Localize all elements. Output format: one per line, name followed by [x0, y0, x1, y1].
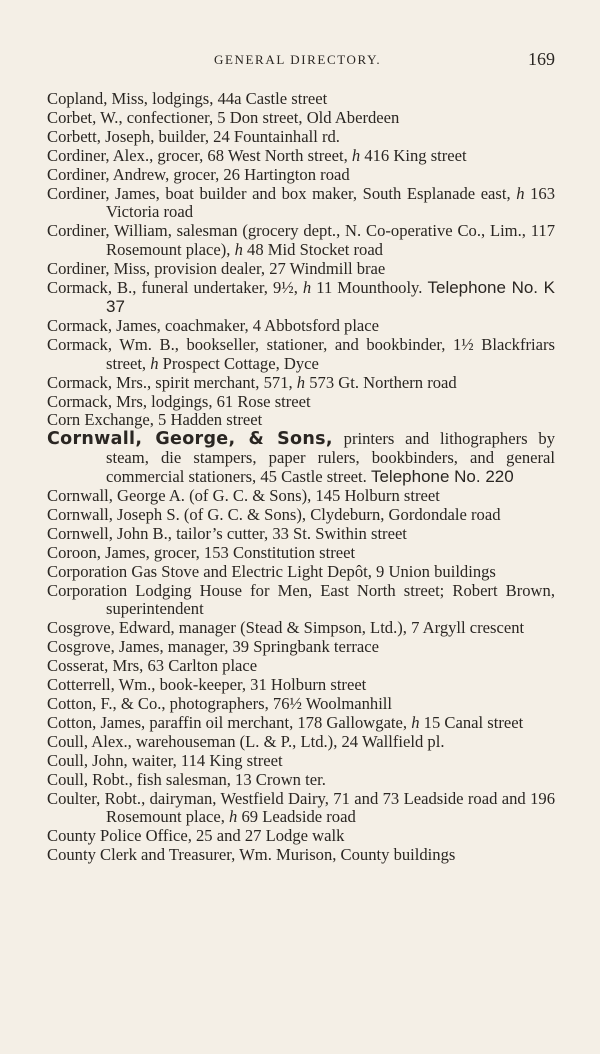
entry-text: Coull, John, waiter, 114 King street [47, 750, 283, 770]
home-address-marker: h [302, 278, 312, 298]
entry-text: 416 King street [360, 145, 467, 165]
entry-text: Cornwell, John B., tailor’s cutter, 33 St. Swithin street [47, 523, 407, 543]
entry-text: printers and lithographers by steam, die stampers, paper rulers, bookbinders, and general commercial stationers, 45 Castle street. [106, 429, 555, 487]
entry-text: 69 Leadside road [237, 807, 356, 827]
entry-text: 15 Canal street [419, 712, 524, 732]
directory-entry [47, 128, 555, 147]
directory-entry [47, 657, 555, 676]
directory-entry [47, 109, 555, 128]
entry-text: Coull, Alex., warehouseman (L. & P., Ltd.), 24 Wallfield pl. [47, 731, 445, 751]
directory-entry [47, 90, 555, 109]
entry-text: 573 Gt. Northern road [305, 372, 457, 392]
home-address-marker: h [150, 353, 159, 373]
directory-entry [47, 544, 555, 563]
entry-text: County Clerk and Treasurer, Wm. Murison, County buildings [47, 845, 456, 865]
entry-text: Cormack, James, coachmaker, 4 Abbotsford place [47, 315, 380, 335]
entry-text: Cordiner, William, salesman (grocery dept., N. Co-operative Co., Lim., 117 Rosemount place), [47, 221, 555, 260]
directory-entry [47, 260, 555, 279]
running-head: GENERAL DIRECTORY. [214, 52, 382, 67]
home-address-marker: h [234, 240, 243, 260]
directory-entry [47, 336, 555, 374]
entry-text: Cosgrove, Edward, manager (Stead & Simpson, Ltd.), 7 Argyll crescent [47, 618, 525, 638]
directory-entry [47, 771, 555, 790]
entry-text: Cotton, James, paraffin oil merchant, 178 Gallowgate, [47, 712, 412, 732]
entry-text: Coroon, James, grocer, 153 Constitution street [47, 542, 356, 562]
entry-text: Cotterrell, Wm., book-keeper, 31 Holburn street [47, 675, 367, 695]
entry-text: Cordiner, Alex., grocer, 68 West North street, [47, 145, 352, 165]
entry-text: 163 Victoria road [106, 183, 555, 222]
directory-entries [47, 90, 555, 865]
directory-entry [47, 582, 555, 620]
entry-text: Cosserat, Mrs, 63 Carlton place [47, 656, 258, 676]
directory-entry [47, 279, 555, 317]
page-header [0, 49, 600, 72]
entry-text: Copland, Miss, lodgings, 44a Castle street [47, 89, 328, 108]
directory-entry [47, 563, 555, 582]
entry-text: Corn Exchange, 5 Hadden street [47, 410, 263, 430]
entry-text: Corporation Lodging House for Men, East North street; Robert Brown, superintendent [47, 580, 555, 619]
home-address-marker: h [516, 183, 525, 203]
directory-entry [47, 525, 555, 544]
entry-text: Corbet, W., confectioner, 5 Don street, Old Aberdeen [47, 107, 400, 127]
entry-text: Cordiner, Miss, provision dealer, 27 Windmill brae [47, 259, 386, 279]
home-address-marker: h [296, 372, 306, 392]
entry-text: 11 Mounthooly. [311, 278, 428, 298]
entry-text: County Police Office, 25 and 27 Lodge walk [47, 826, 345, 846]
directory-entry [47, 374, 555, 393]
entry-text: Prospect Cottage, Dyce [158, 353, 319, 373]
entry-text: Cornwall, Joseph S. (of G. C. & Sons), Clydeburn, Gordondale road [47, 504, 501, 524]
directory-entry [47, 619, 555, 638]
entry-text: Corbett, Joseph, builder, 24 Fountainhall rd. [47, 126, 340, 146]
telephone-number: Telephone No. 220 [370, 467, 514, 487]
entry-text: Cormack, Wm. B., bookseller, stationer, and bookbinder, 1½ Blackfriars street, [47, 334, 555, 373]
directory-entry [47, 695, 555, 714]
directory-entry [47, 185, 555, 223]
entry-text: Corporation Gas Stove and Electric Light Depôt, 9 Union buildings [47, 561, 496, 581]
entry-text: Cordiner, James, boat builder and box maker, South Esplanade east, [47, 183, 517, 203]
directory-entry [47, 222, 555, 260]
directory-entry [47, 827, 555, 846]
directory-entry [47, 487, 555, 506]
page-number: 169 [528, 49, 555, 69]
directory-entry [47, 147, 555, 166]
directory-entry [47, 790, 555, 828]
directory-entry [47, 317, 555, 336]
directory-entry [47, 846, 555, 865]
directory-entry [47, 733, 555, 752]
directory-entry [47, 638, 555, 657]
home-address-marker: h [229, 807, 238, 827]
telephone-number: Telephone No. K 37 [106, 278, 555, 316]
entry-text: Cornwall, George A. (of G. C. & Sons), 145 Holburn street [47, 486, 440, 506]
directory-entry [47, 393, 555, 412]
entry-text: Cotton, F., & Co., photographers, 76½ Woolmanhill [47, 694, 393, 713]
directory-entry [47, 676, 555, 695]
entry-text: Cormack, Mrs, lodgings, 61 Rose street [47, 391, 311, 411]
entry-text: Cormack, B., funeral undertaker, 9½, [47, 278, 303, 298]
entry-text: 48 Mid Stocket road [242, 240, 383, 260]
directory-entry [47, 411, 555, 430]
entry-text: Cosgrove, James, manager, 39 Springbank terrace [47, 637, 380, 657]
entry-text: Coulter, Robt., dairyman, Westfield Dairy, 71 and 73 Leadside road and 196 Rosemount place, [47, 788, 555, 827]
entry-text: Cordiner, Andrew, grocer, 26 Hartington road [47, 164, 350, 184]
bold-business-name: Cornwall, George, & Sons, [47, 429, 333, 450]
directory-entry [47, 752, 555, 771]
directory-entry [47, 430, 555, 487]
entry-text: Cormack, Mrs., spirit merchant, 571, [47, 372, 297, 392]
home-address-marker: h [351, 145, 361, 165]
home-address-marker: h [411, 712, 420, 732]
directory-entry [47, 166, 555, 185]
directory-entry [47, 506, 555, 525]
entry-text: Coull, Robt., fish salesman, 13 Crown ter. [47, 769, 326, 789]
directory-entry [47, 714, 555, 733]
